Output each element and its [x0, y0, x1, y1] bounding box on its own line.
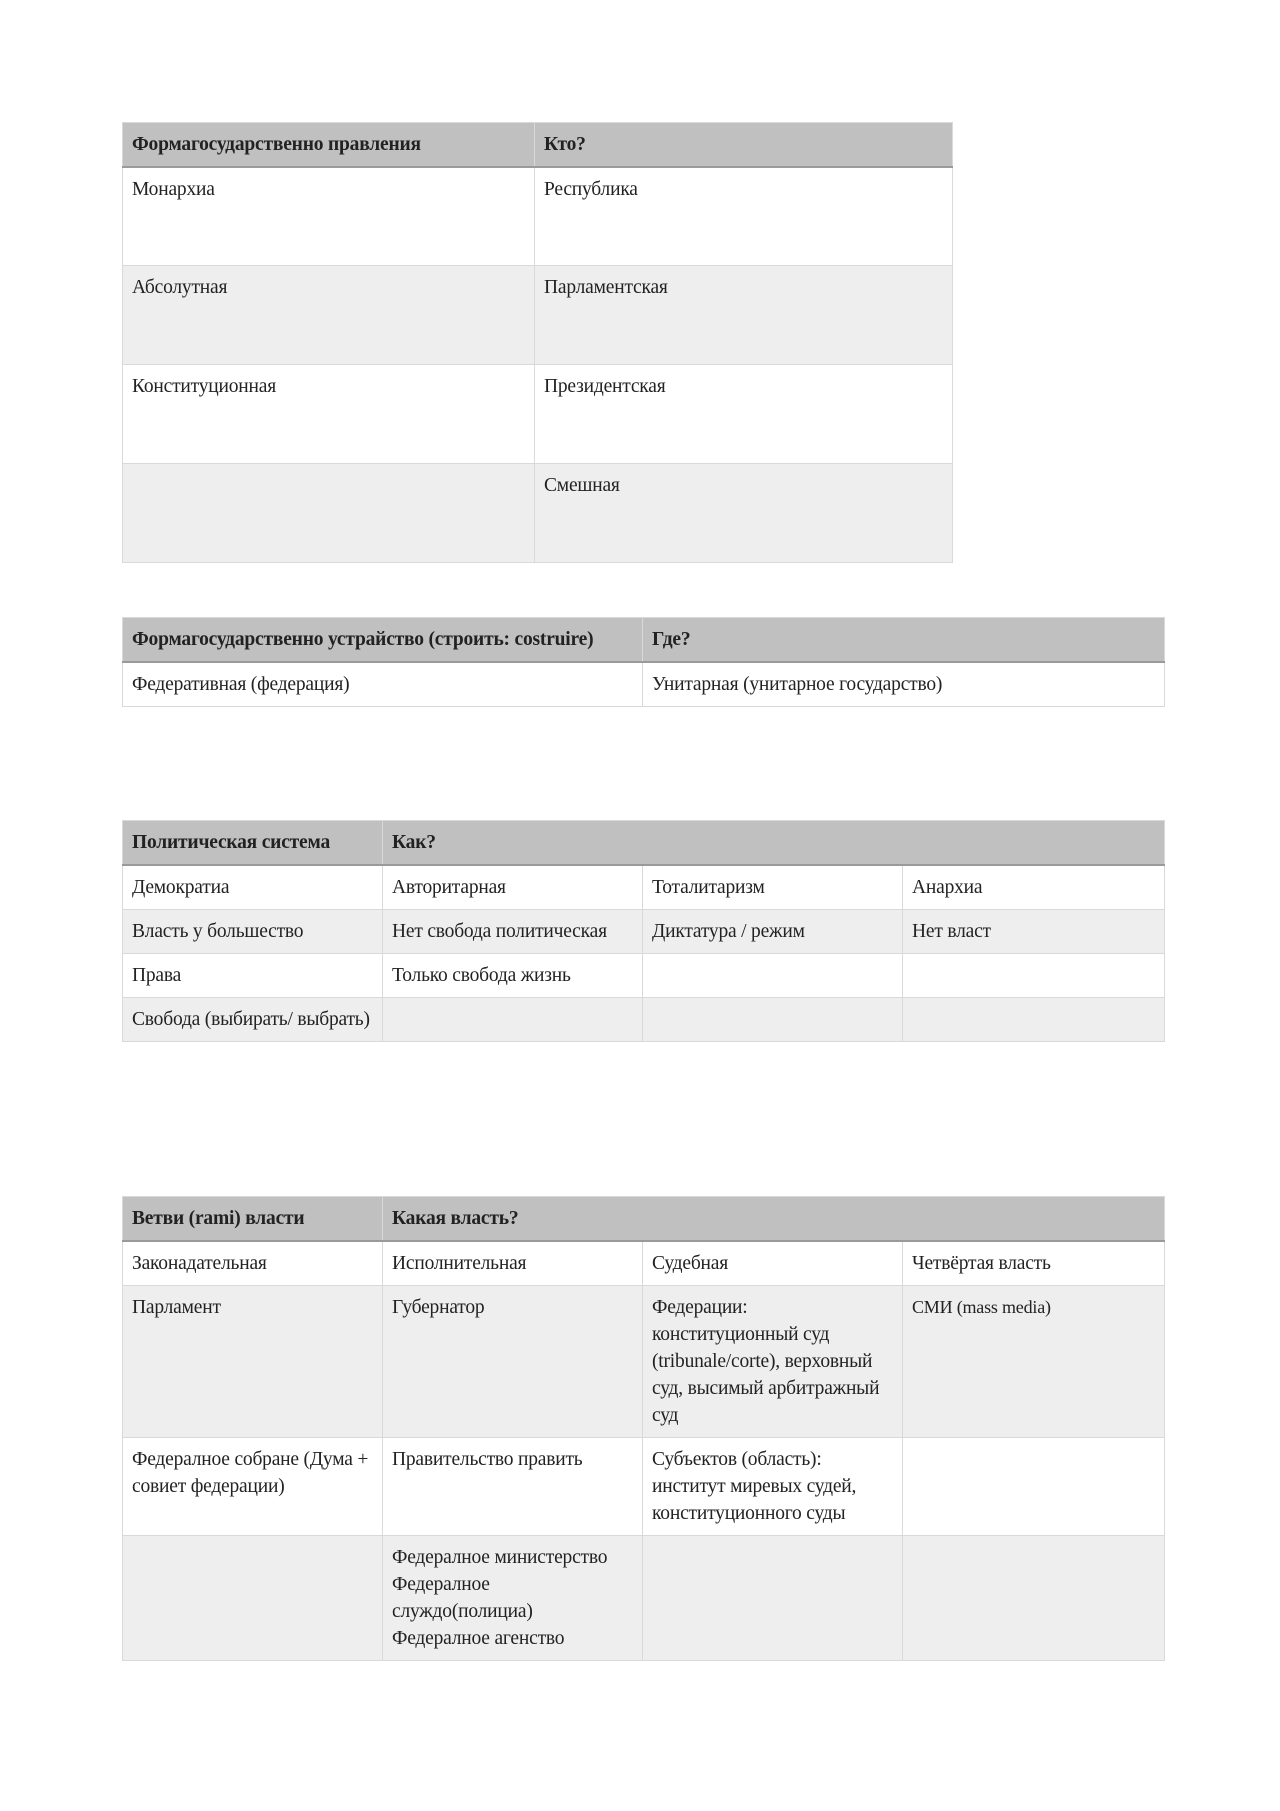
table-row [123, 463, 953, 562]
table-cell: Конституционная [123, 364, 535, 463]
table-cell: Нет свобода политическая [383, 910, 643, 954]
table-row [123, 265, 953, 364]
table-header-row [123, 123, 953, 168]
table-cell [903, 1536, 1165, 1661]
header-cell: Какая власть? [383, 1197, 1165, 1242]
table-cell [123, 1536, 383, 1661]
table-row [123, 1438, 1165, 1536]
table-government-form [122, 122, 953, 563]
table-row [123, 954, 1165, 998]
table-cell: Абсолутная [123, 265, 535, 364]
table-cell: Субъектов (область): институт миревых судей, конституционного суды [643, 1438, 903, 1536]
table-row [123, 998, 1165, 1042]
table-cell: Законадательная [123, 1241, 383, 1286]
table-cell [903, 954, 1165, 998]
header-cell: Политическая система [123, 821, 383, 866]
header-cell: Ветви (rami) власти [123, 1197, 383, 1242]
table-cell: Парламент [123, 1286, 383, 1438]
table-row [123, 364, 953, 463]
table-cell: Анархиа [903, 865, 1165, 910]
header-cell: Кто? [535, 123, 953, 168]
table-cell [383, 998, 643, 1042]
table-political-system [122, 820, 1165, 1042]
table-cell: Республика [535, 167, 953, 265]
table-cell [903, 1438, 1165, 1536]
table-header-row [123, 618, 1165, 663]
table-cell [383, 1536, 643, 1661]
table-state-structure [122, 617, 1165, 707]
table-header-row [123, 821, 1165, 866]
table-cell [123, 463, 535, 562]
table-cell: Монархиа [123, 167, 535, 265]
table-cell: Правительство править [383, 1438, 643, 1536]
table-cell: Федералное собране (Дума + совиет федерации) [123, 1438, 383, 1536]
table-cell: Авторитарная [383, 865, 643, 910]
table-header-row [123, 1197, 1165, 1242]
table-cell: Нет власт [903, 910, 1165, 954]
table-row [123, 662, 1165, 707]
table-cell: Президентская [535, 364, 953, 463]
table-cell: Четвёртая власть [903, 1241, 1165, 1286]
table-cell: Власть у большество [123, 910, 383, 954]
table-cell: Судебная [643, 1241, 903, 1286]
table-cell: Свобода (выбирать/ выбрать) [123, 998, 383, 1042]
table-cell: Унитарная (унитарное государство) [643, 662, 1165, 707]
table-row [123, 1241, 1165, 1286]
table-row [123, 1536, 1165, 1661]
multiline-cell-text: Федералное министерство Федералное служдо(полициа) Федералное агенство [392, 1547, 608, 1649]
table-cell: Губернатор [383, 1286, 643, 1438]
table-cell: Диктатура / режим [643, 910, 903, 954]
table-cell: Права [123, 954, 383, 998]
table-cell: Тоталитаризм [643, 865, 903, 910]
table-cell [643, 954, 903, 998]
table-cell: Федеративная (федерация) [123, 662, 643, 707]
header-cell: Как? [383, 821, 1165, 866]
table-cell [643, 1536, 903, 1661]
header-cell: Формагосударственно правления [123, 123, 535, 168]
table-cell: Парламентская [535, 265, 953, 364]
table-row [123, 910, 1165, 954]
table-row [123, 1286, 1165, 1438]
table-row [123, 167, 953, 265]
table-cell: СМИ (mass media) [903, 1286, 1165, 1438]
table-branches-of-power [122, 1196, 1165, 1661]
table-cell: Исполнительная [383, 1241, 643, 1286]
table-cell: Федерации: конституционный суд (tribunale/corte), верховный суд, высимый арбитражный суд [643, 1286, 903, 1438]
table-cell [903, 998, 1165, 1042]
header-cell: Где? [643, 618, 1165, 663]
header-cell: Формагосударственно устрайство (строить: costruire) [123, 618, 643, 663]
table-cell [643, 998, 903, 1042]
table-cell: Демократиа [123, 865, 383, 910]
table-row [123, 865, 1165, 910]
table-cell: Только свобода жизнь [383, 954, 643, 998]
table-cell: Смешная [535, 463, 953, 562]
